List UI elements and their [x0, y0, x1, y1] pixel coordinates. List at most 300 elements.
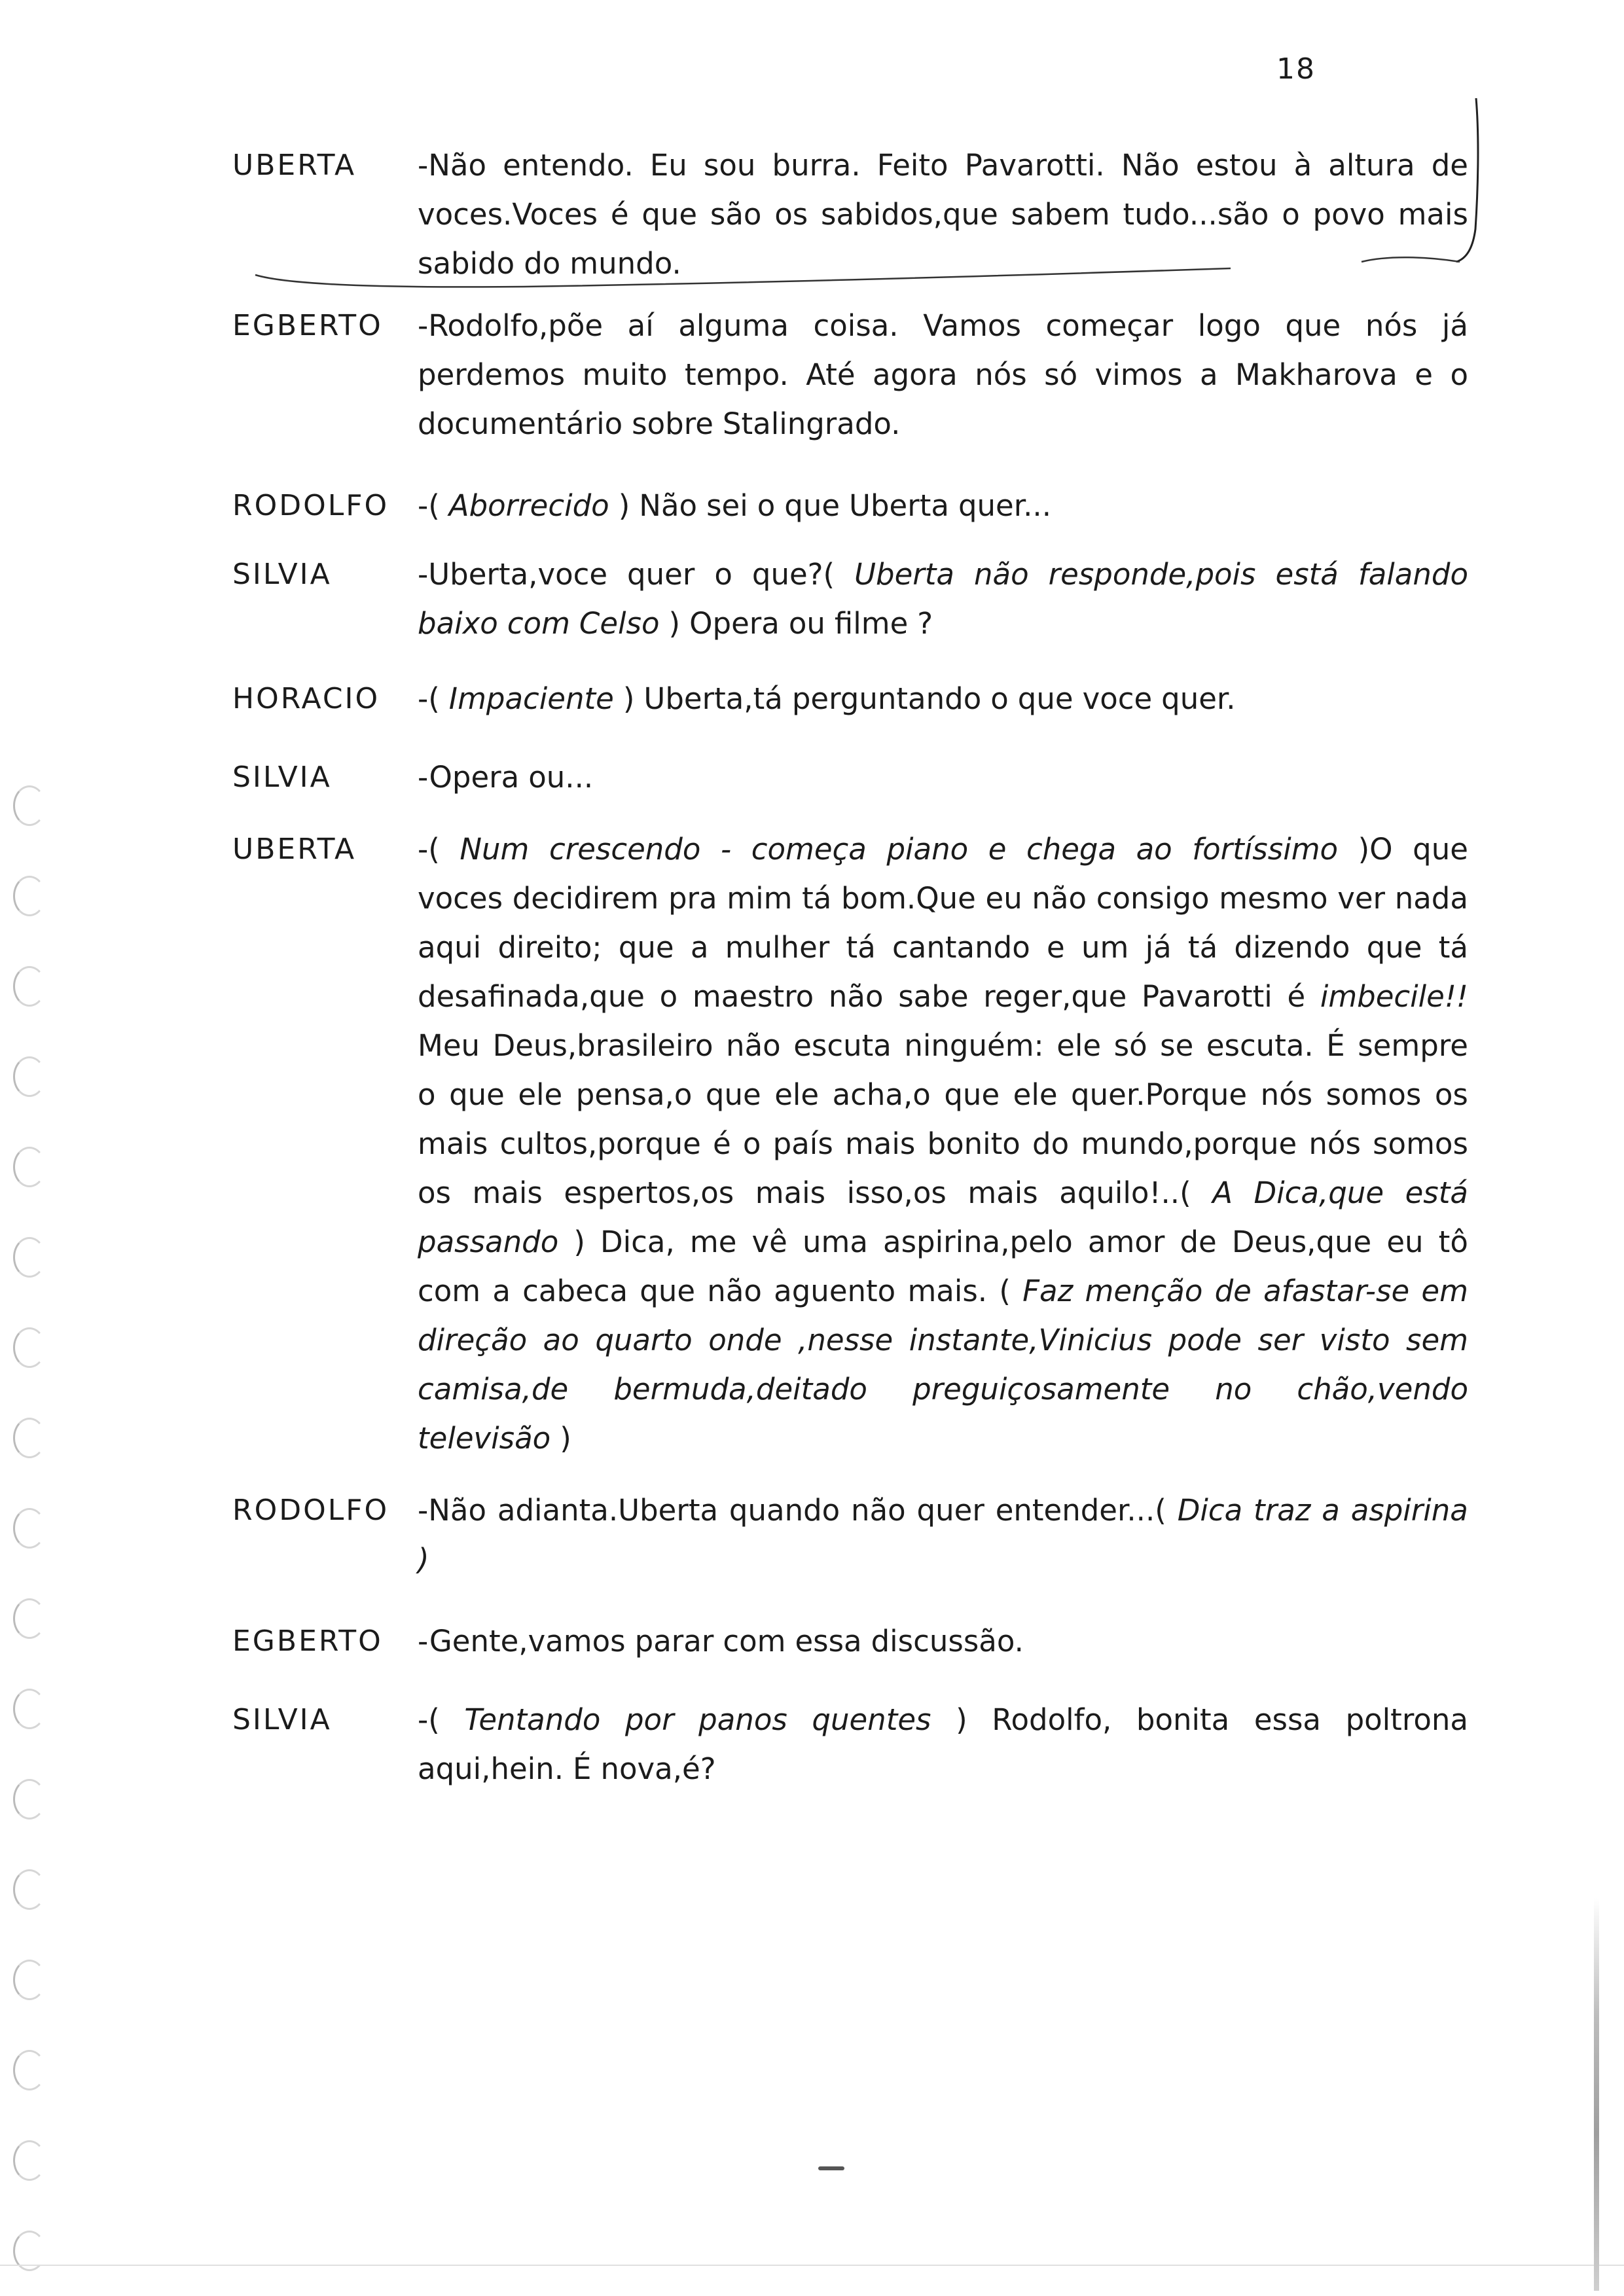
- speech-word: sobre: [632, 406, 713, 441]
- speech-word: sou: [703, 148, 756, 183]
- stage-direction-word: em: [1421, 1274, 1468, 1308]
- speech-word: É: [573, 1751, 592, 1786]
- speech-word: e: [1415, 357, 1433, 392]
- speech-word: consigo: [1096, 881, 1210, 916]
- speech-word: só: [1113, 1028, 1147, 1063]
- speech-word: começar: [1045, 308, 1174, 343]
- speech-word: -Não: [418, 148, 487, 183]
- speech-word: aí: [627, 308, 654, 343]
- speech-word: e: [1047, 930, 1065, 965]
- stage-direction-word: direção: [418, 1323, 528, 1357]
- speech-word: que: [618, 930, 674, 965]
- speech-word: Meu: [418, 1028, 480, 1063]
- stage-direction-word: pode: [1168, 1323, 1242, 1357]
- speaker-name: EGBERTO: [232, 1624, 383, 1658]
- speech-word: Não: [1121, 148, 1180, 183]
- speech-word: com: [418, 1274, 481, 1308]
- speech-word: cabeca: [522, 1274, 628, 1308]
- stage-direction-word: menção: [1085, 1274, 1203, 1308]
- binding-hole: [13, 1147, 46, 1187]
- speech-word: isso,os: [846, 1175, 947, 1210]
- stage-direction-word: Aborrecido: [448, 488, 609, 523]
- speech-word: tá: [802, 881, 832, 916]
- speech-word: Stalingrado.: [722, 406, 901, 441]
- stage-direction-word: começa: [751, 832, 867, 867]
- speech-line: [418, 1266, 1468, 1316]
- speech-word: do: [1032, 1126, 1070, 1161]
- speech-word: o: [990, 681, 1009, 716]
- speech-word: o: [757, 488, 776, 523]
- speech-word: perdemos: [418, 357, 566, 392]
- stage-direction-word: Faz: [1022, 1274, 1074, 1308]
- speech-word: Opera: [689, 606, 780, 641]
- stage-direction-word: Num: [460, 832, 530, 867]
- speech-word: já: [1145, 930, 1172, 965]
- speech-word: nós: [1308, 1126, 1361, 1161]
- speech-word: os: [418, 1175, 451, 1210]
- speech-word: é: [1287, 979, 1306, 1014]
- speech-word: (: [999, 1274, 1011, 1308]
- stage-direction-word: baixo: [418, 606, 498, 641]
- speech-word: não: [828, 979, 884, 1014]
- speech-word: parar: [634, 1624, 714, 1659]
- speech-word: -Opera: [418, 760, 520, 795]
- speech-line: [418, 1217, 1468, 1266]
- speech-line: [418, 972, 1468, 1021]
- speech-word: ?: [917, 606, 933, 641]
- speech-word: eu: [1386, 1225, 1424, 1259]
- stage-direction-word: com: [507, 606, 570, 641]
- speech-word: quer...: [958, 488, 1052, 523]
- speech-word: escuta.: [1206, 1028, 1314, 1063]
- speech-word: com: [723, 1624, 786, 1659]
- speech-word: sabido: [418, 246, 515, 281]
- speech-word: Uberta: [849, 488, 949, 523]
- speech-word: ele: [774, 1077, 820, 1112]
- speech-word: quer: [627, 557, 695, 592]
- stage-direction-word: aspirina: [1350, 1493, 1468, 1528]
- speech-word: adianta.Uberta: [497, 1493, 719, 1528]
- speech-line: [418, 1021, 1468, 1070]
- speech-word: espertos,os: [564, 1175, 734, 1210]
- speech-word: sabem: [1011, 197, 1110, 232]
- speech-line: [418, 874, 1468, 923]
- speech-line: [418, 1365, 1468, 1414]
- speech-word: -Rodolfo,põe: [418, 308, 604, 343]
- speech-word: que: [641, 197, 698, 232]
- speech-word: )O: [1358, 832, 1393, 867]
- speech-word: sabidos,que: [821, 197, 998, 232]
- speech-word: bom.Que: [841, 881, 976, 916]
- speech-word: o: [742, 1126, 761, 1161]
- speech-word: são: [710, 197, 762, 232]
- speech-word: ): [618, 488, 630, 523]
- speech-word: Pavarotti.: [964, 148, 1105, 183]
- speech-word: ele: [518, 1077, 563, 1112]
- speaker-name: SILVIA: [232, 558, 332, 591]
- stage-direction-word: Celso: [579, 606, 660, 641]
- binding-hole: [13, 1508, 46, 1549]
- stage-direction-word: no: [1215, 1372, 1252, 1407]
- speech-word: tá: [846, 930, 876, 965]
- stage-direction-word: Uberta: [854, 557, 955, 592]
- stage-direction-word: piano: [886, 832, 969, 867]
- stage-direction-word: -: [720, 832, 732, 867]
- speech-word: pensa,o: [575, 1077, 693, 1112]
- stage-direction-word: Dica,que: [1254, 1175, 1384, 1210]
- speech-word: os: [1434, 1077, 1468, 1112]
- stage-direction-word: sem: [1406, 1323, 1468, 1357]
- speech-word: voces: [418, 881, 503, 916]
- speech-word: amor: [1087, 1225, 1165, 1259]
- speech-word: poltrona: [1345, 1702, 1468, 1737]
- speech-word: povo: [1312, 197, 1385, 232]
- speech-line: [418, 599, 1468, 648]
- speaker-name: SILVIA: [232, 1703, 332, 1736]
- speech-word: sabe: [898, 979, 969, 1014]
- speech-word: o: [1450, 357, 1468, 392]
- binding-hole: [13, 1418, 46, 1458]
- speech-line: [418, 190, 1468, 239]
- speech-line: [418, 350, 1468, 399]
- speech-word: É: [1326, 1028, 1345, 1063]
- speech-word: estou: [1195, 148, 1278, 183]
- speech-line: [418, 1119, 1468, 1168]
- speech-word: ou...: [528, 760, 594, 795]
- speech-word: quando: [729, 1493, 840, 1528]
- stage-direction-word: Impaciente: [448, 681, 614, 716]
- speech-word: o: [714, 557, 732, 592]
- speech-word: quer.: [1161, 681, 1236, 716]
- stage-direction-word: por: [624, 1702, 674, 1737]
- binding-hole: [13, 1689, 46, 1729]
- speech-word: -(: [418, 488, 440, 523]
- speech-word: ): [560, 1421, 571, 1456]
- speech-word: que: [1017, 681, 1074, 716]
- speech-word: Vamos: [923, 308, 1021, 343]
- speech-word: mesmo: [1219, 881, 1328, 916]
- stage-direction-word: ): [418, 1542, 429, 1577]
- speech-line: [418, 1617, 1468, 1666]
- speech-word: ou: [788, 606, 825, 641]
- speech-word: é: [713, 1126, 731, 1161]
- stage-direction-word: quarto: [595, 1323, 693, 1357]
- speech-word: -(: [418, 832, 440, 867]
- speech-word: essa: [1254, 1702, 1321, 1737]
- speaker-name: SILVIA: [232, 761, 332, 794]
- stage-direction-word: fortíssimo: [1192, 832, 1339, 867]
- speech-word: a: [492, 1274, 511, 1308]
- speech-word: que: [784, 488, 840, 523]
- speech-word: que: [1285, 308, 1341, 343]
- binding-hole: [13, 2140, 46, 2181]
- speech-word: Dica,: [600, 1225, 675, 1259]
- speaker-name: UBERTA: [232, 149, 357, 182]
- stage-direction-word: quentes: [812, 1702, 931, 1737]
- binding-hole: [13, 1056, 46, 1097]
- speech-word: dizendo: [1234, 930, 1350, 965]
- binding-hole: [13, 1327, 46, 1368]
- binding-holes: [0, 785, 59, 2258]
- stage-direction-word: visto: [1319, 1323, 1390, 1357]
- speech-word: altura: [1328, 148, 1415, 183]
- speech-word: não: [1032, 881, 1087, 916]
- speech-word: nova,é?: [600, 1751, 716, 1786]
- speech-word: tempo.: [684, 357, 789, 392]
- stage-direction-word: e: [988, 832, 1007, 867]
- stage-direction-word: Dica: [1177, 1493, 1243, 1528]
- stage-direction-word: passando: [418, 1225, 559, 1259]
- speech-word: agora: [873, 357, 958, 392]
- speech-word: não: [707, 1274, 762, 1308]
- binding-hole: [13, 876, 46, 916]
- speech-word: perguntando: [791, 681, 982, 716]
- speech-word: mundo,porque: [1081, 1126, 1297, 1161]
- stage-direction-word: ,nesse: [798, 1323, 893, 1357]
- speech-word: entendo.: [503, 148, 634, 183]
- speech-word: Rodolfo,: [992, 1702, 1112, 1737]
- speech-word: voces.Voces: [418, 197, 598, 232]
- stage-direction-word: A: [1212, 1175, 1233, 1210]
- speech-word: a: [690, 930, 709, 965]
- speech-word: Pavarotti: [1141, 979, 1272, 1014]
- speech-word: ninguém:: [904, 1028, 1044, 1063]
- speech-word: que: [705, 1077, 761, 1112]
- page-number: 18: [1276, 52, 1316, 86]
- stage-direction-word: traz: [1254, 1493, 1311, 1528]
- speech-word: acha,o: [832, 1077, 931, 1112]
- speech-line: [418, 301, 1468, 350]
- speech-word: que: [1366, 930, 1422, 965]
- speech-word: que: [449, 1077, 505, 1112]
- speech-word: desafinada,que: [418, 979, 645, 1014]
- stage-direction-word: chega: [1026, 832, 1117, 867]
- speech-word: somos: [1326, 1077, 1422, 1112]
- speech-word: documentário: [418, 406, 623, 441]
- speech-word: direito;: [497, 930, 602, 965]
- speech-word: escuta: [793, 1028, 892, 1063]
- stage-direction-word: ser: [1257, 1323, 1304, 1357]
- page-edge: [0, 2265, 1624, 2266]
- speaker-name: UBERTA: [232, 833, 357, 866]
- speech-word: tá: [1187, 930, 1218, 965]
- speech-word: reger,que: [983, 979, 1127, 1014]
- speech-word: logo: [1197, 308, 1261, 343]
- speech-word: -Não: [418, 1493, 487, 1528]
- speech-line: [418, 399, 1468, 448]
- speech-word: os: [774, 197, 808, 232]
- speech-line: [418, 239, 1468, 288]
- speech-word: maestro: [692, 979, 814, 1014]
- speech-word: tudo...são: [1123, 197, 1269, 232]
- speech-word: mais: [755, 1175, 826, 1210]
- binding-hole: [13, 1237, 46, 1278]
- speech-word: Não: [639, 488, 698, 523]
- stage-direction-word: preguiçosamente: [912, 1372, 1170, 1407]
- speech-word: de: [1431, 148, 1468, 183]
- speech-line: [418, 1744, 1468, 1793]
- speech-word: cultos,porque: [499, 1126, 701, 1161]
- speech-word: me: [689, 1225, 737, 1259]
- speech-word: só: [1044, 357, 1078, 392]
- stage-direction-word: responde,pois: [1048, 557, 1256, 592]
- speech-word: se: [1160, 1028, 1194, 1063]
- speech-word: um: [1081, 930, 1129, 965]
- speech-line: [418, 1486, 1468, 1535]
- speech-word: ): [573, 1225, 585, 1259]
- speech-word: o: [659, 979, 678, 1014]
- speech-word: mais.: [907, 1274, 988, 1308]
- speech-line: [418, 141, 1468, 190]
- speech-word: somos: [1373, 1126, 1468, 1161]
- speech-word: que?(: [751, 557, 835, 592]
- speech-line: [418, 481, 1468, 530]
- stage-direction-word: não: [974, 557, 1029, 592]
- speech-word: que: [944, 1077, 1000, 1112]
- stage-direction-word: televisão: [418, 1421, 551, 1456]
- speaker-name: EGBERTO: [232, 309, 383, 342]
- speech-word: aqui,hein.: [418, 1751, 564, 1786]
- stage-direction-word: bermuda,deitado: [613, 1372, 867, 1407]
- speech-word: tô: [1438, 1225, 1468, 1259]
- speech-word: nós: [1260, 1077, 1313, 1112]
- speech-word: quer: [916, 1493, 984, 1528]
- speech-word: pra: [668, 881, 717, 916]
- speech-word: a: [1200, 357, 1218, 392]
- speech-word: Makharova: [1235, 357, 1398, 392]
- stage-direction-word: está: [1405, 1175, 1468, 1210]
- stage-direction-word: ao: [1136, 832, 1172, 867]
- speech-line: [418, 550, 1468, 599]
- speech-word: mais: [472, 1175, 543, 1210]
- speech-word: -(: [418, 681, 440, 716]
- speech-word: -Uberta,voce: [418, 557, 608, 592]
- speech-line: [418, 1070, 1468, 1119]
- speech-word: tá: [1438, 930, 1468, 965]
- stage-direction-word: falando: [1358, 557, 1468, 592]
- speech-word: mais: [967, 1175, 1038, 1210]
- binding-hole: [13, 785, 46, 826]
- speech-word: Uberta,tá: [643, 681, 783, 716]
- stage-direction-word: de: [1214, 1274, 1252, 1308]
- speech-word: -Gente,vamos: [418, 1624, 626, 1659]
- speech-word: Até: [806, 357, 856, 392]
- speech-word: quer.Porque: [1071, 1077, 1248, 1112]
- speech-word: ele: [1013, 1077, 1058, 1112]
- speech-word: ): [668, 606, 681, 641]
- speech-line: [418, 1695, 1468, 1744]
- speech-word: ): [623, 681, 635, 716]
- speech-word: aspirina,pelo: [883, 1225, 1073, 1259]
- speech-line: [418, 825, 1468, 874]
- speech-word: entender...(: [995, 1493, 1166, 1528]
- stage-direction-word: crescendo: [549, 832, 701, 867]
- speech-word: de: [1180, 1225, 1217, 1259]
- binding-hole: [13, 1960, 46, 2000]
- speech-word: decidirem: [512, 881, 659, 916]
- speech-word: o: [418, 1077, 436, 1112]
- speech-word: sei: [706, 488, 748, 523]
- stage-direction-word: chão,vendo: [1297, 1372, 1468, 1407]
- binding-hole: [13, 1598, 46, 1639]
- speech-word: aguento: [774, 1274, 896, 1308]
- speech-word: discussão.: [871, 1624, 1024, 1659]
- speech-word: vê: [751, 1225, 787, 1259]
- stage-direction-word: afastar-se: [1263, 1274, 1410, 1308]
- binding-hole: [13, 1869, 46, 1910]
- speaker-name: HORACIO: [232, 682, 380, 715]
- stage-direction-word: a: [1322, 1493, 1340, 1528]
- speech-word: uma: [802, 1225, 868, 1259]
- stage-direction-word: camisa,de: [418, 1372, 569, 1407]
- speech-line: [418, 674, 1468, 723]
- speech-word: muito: [582, 357, 668, 392]
- speech-word: bonito: [927, 1126, 1020, 1161]
- speech-word: nós: [1365, 308, 1418, 343]
- stage-direction-word: Tentando: [464, 1702, 601, 1737]
- speech-word: que: [640, 1274, 696, 1308]
- scan-edge-shadow: [1594, 1898, 1599, 2291]
- speech-word: filme: [834, 606, 909, 641]
- speech-line: [418, 1168, 1468, 1217]
- speech-word: nada: [1394, 881, 1468, 916]
- speech-word: Deus,que: [1231, 1225, 1372, 1259]
- speech-word: Feito: [876, 148, 948, 183]
- speech-word: burra.: [772, 148, 861, 183]
- speech-word: voce: [1082, 681, 1153, 716]
- speech-word: Deus,brasileiro: [492, 1028, 713, 1063]
- ink-mark: [818, 2166, 844, 2170]
- speech-word: do: [524, 246, 561, 281]
- speech-word: não: [726, 1028, 781, 1063]
- speech-word: mundo.: [569, 246, 681, 281]
- binding-hole: [13, 1779, 46, 1820]
- speech-word: ele: [1056, 1028, 1102, 1063]
- speech-word: aquilo!..(: [1059, 1175, 1191, 1210]
- binding-hole: [13, 2050, 46, 2090]
- speech-word: nós: [975, 357, 1027, 392]
- speech-word: mais: [1398, 197, 1468, 232]
- stage-direction-word: ao: [543, 1323, 579, 1357]
- speaker-name: RODOLFO: [232, 489, 389, 522]
- speech-word: coisa.: [813, 308, 899, 343]
- speaker-name: RODOLFO: [232, 1494, 389, 1527]
- speech-word: à: [1293, 148, 1312, 183]
- speech-word: sempre: [1358, 1028, 1468, 1063]
- speech-word: país: [772, 1126, 833, 1161]
- speech-word: -(: [418, 1702, 440, 1737]
- stage-direction-word: imbecile!!: [1320, 979, 1468, 1014]
- speech-word: ver: [1337, 881, 1386, 916]
- binding-hole: [13, 966, 46, 1007]
- speech-word: o: [1282, 197, 1300, 232]
- speech-line: [418, 753, 1468, 802]
- speech-word: vimos: [1094, 357, 1183, 392]
- stage-direction-word: onde: [708, 1323, 782, 1357]
- speech-word: bonita: [1136, 1702, 1230, 1737]
- speech-word: que: [1413, 832, 1468, 867]
- speech-line: [418, 1316, 1468, 1365]
- speech-line: [418, 923, 1468, 972]
- speech-word: aqui: [418, 930, 482, 965]
- stage-direction-word: panos: [698, 1702, 787, 1737]
- speech-line: [418, 1414, 1468, 1463]
- speech-word: é: [610, 197, 629, 232]
- speech-word: essa: [795, 1624, 862, 1659]
- speech-word: ): [956, 1702, 967, 1737]
- stage-direction-word: está: [1275, 557, 1339, 592]
- speech-word: já: [1441, 308, 1468, 343]
